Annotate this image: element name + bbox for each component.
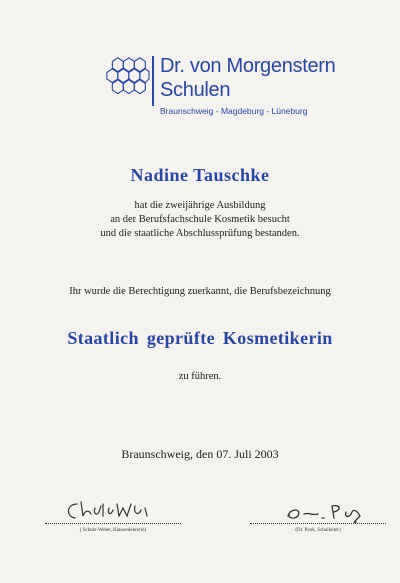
signature-line-right — [250, 523, 386, 524]
certificate-body — [0, 199, 400, 241]
brand-name-line2: Schulen — [160, 79, 231, 101]
signature-line-left — [45, 523, 181, 524]
signature-left — [45, 498, 181, 544]
body-line: an der Berufsfachschule Kosmetik besucht — [110, 214, 290, 225]
body-line: und die staatliche Abschlussprüfung bestanden. — [100, 228, 300, 239]
handwritten-signature-left — [55, 498, 155, 524]
right-statement: Ihr wurde die Berechtigung zuerkannt, die Berufsbezeichnung — [69, 286, 331, 297]
place-date: Braunschweig, den 07. Juli 2003 — [121, 447, 279, 461]
hexagon-logo-icon — [103, 56, 151, 100]
signature-right — [250, 498, 386, 544]
closing-text: zu führen. — [178, 371, 222, 382]
signature-caption-right: (Dr. Pook, Schulleiter) — [295, 528, 341, 533]
logo-divider — [152, 56, 154, 106]
handwritten-signature-right — [260, 498, 370, 524]
professional-title: Staatlich geprüfte Kosmetikerin — [67, 328, 333, 348]
signature-caption-left: ( Schulz-Weber, Klassenlehrerin) — [79, 528, 147, 533]
brand-name-line1: Dr. von Morgenstern — [160, 55, 336, 77]
brand-cities: Braunschweig - Magdeburg - Lüneburg — [160, 106, 308, 116]
body-line: hat die zweijährige Ausbildung — [134, 200, 266, 211]
recipient-name: Nadine Tauschke — [130, 165, 270, 185]
